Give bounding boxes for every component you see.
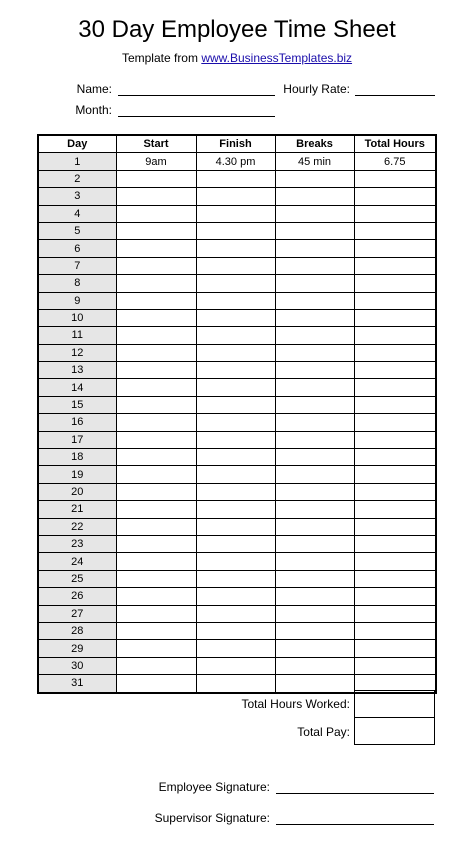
column-header-total-hours: Total Hours [354,135,436,153]
day-number-cell: 24 [38,553,116,570]
table-row [38,605,436,622]
table-row [38,205,436,222]
breaks-cell[interactable] [275,518,354,535]
start-cell[interactable]: 9am [116,153,196,170]
total-hours-cell[interactable] [354,257,436,274]
column-header-start: Start [116,135,196,153]
day-number-cell: 6 [38,240,116,257]
breaks-cell[interactable] [275,379,354,396]
table-row [38,449,436,466]
column-header-day: Day [38,135,116,153]
start-cell[interactable] [116,222,196,239]
breaks-cell[interactable] [275,622,354,639]
supervisor-signature-label: Supervisor Signature: [154,811,270,825]
total-hours-cell[interactable] [354,588,436,605]
start-cell[interactable] [116,675,196,693]
finish-cell[interactable] [196,396,275,413]
breaks-cell[interactable] [275,396,354,413]
total-hours-cell[interactable] [354,362,436,379]
day-number-cell: 10 [38,309,116,326]
total-hours-cell[interactable] [354,605,436,622]
day-number-cell: 4 [38,205,116,222]
finish-cell[interactable] [196,379,275,396]
breaks-cell[interactable] [275,327,354,344]
start-cell[interactable] [116,309,196,326]
day-number-cell: 11 [38,327,116,344]
day-number-cell: 19 [38,466,116,483]
name-label: Name: [76,82,112,96]
table-row [38,344,436,361]
breaks-cell[interactable] [275,675,354,693]
total-hours-cell[interactable] [354,501,436,518]
name-field[interactable] [118,95,275,96]
breaks-cell[interactable] [275,449,354,466]
table-row [38,257,436,274]
day-number-cell: 17 [38,431,116,448]
table-row [38,153,436,170]
start-cell[interactable] [116,570,196,587]
table-row [38,188,436,205]
finish-cell[interactable] [196,344,275,361]
start-cell[interactable] [116,501,196,518]
table-row [38,222,436,239]
finish-cell[interactable] [196,570,275,587]
start-cell[interactable] [116,379,196,396]
finish-cell[interactable] [196,257,275,274]
day-number-cell: 14 [38,379,116,396]
total-hours-cell[interactable] [354,205,436,222]
breaks-cell[interactable]: 45 min [275,153,354,170]
template-link[interactable]: www.BusinessTemplates.biz [201,51,353,65]
breaks-cell[interactable] [275,588,354,605]
finish-cell[interactable] [196,675,275,693]
day-number-cell: 18 [38,449,116,466]
day-number-cell: 26 [38,588,116,605]
start-cell[interactable] [116,518,196,535]
start-cell[interactable] [116,483,196,500]
breaks-cell[interactable] [275,240,354,257]
day-number-cell: 25 [38,570,116,587]
finish-cell[interactable] [196,292,275,309]
table-row [38,240,436,257]
day-number-cell: 12 [38,344,116,361]
day-number-cell: 29 [38,640,116,657]
table-row [38,466,436,483]
total-hours-cell[interactable] [354,188,436,205]
table-header-row [38,135,436,153]
total-hours-cell[interactable] [354,222,436,239]
finish-cell[interactable] [196,449,275,466]
table-row [38,431,436,448]
day-number-cell: 3 [38,188,116,205]
start-cell[interactable] [116,257,196,274]
finish-cell[interactable] [196,657,275,674]
total-hours-cell[interactable] [354,240,436,257]
page-title: 30 Day Employee Time Sheet [78,16,396,43]
breaks-cell[interactable] [275,344,354,361]
total-hours-cell[interactable] [354,344,436,361]
day-number-cell: 7 [38,257,116,274]
breaks-cell[interactable] [275,362,354,379]
start-cell[interactable] [116,344,196,361]
table-row [38,553,436,570]
start-cell[interactable] [116,466,196,483]
day-number-cell: 30 [38,657,116,674]
table-row [38,170,436,187]
table-row [38,379,436,396]
total-hours-cell[interactable] [354,483,436,500]
total-pay-label: Total Pay: [297,725,350,739]
finish-cell[interactable] [196,605,275,622]
column-header-finish: Finish [196,135,275,153]
start-cell[interactable] [116,327,196,344]
table-row [38,275,436,292]
finish-cell[interactable] [196,518,275,535]
hourly-rate-field[interactable] [355,95,435,96]
start-cell[interactable] [116,292,196,309]
template-credit [0,50,474,66]
breaks-cell[interactable] [275,640,354,657]
day-number-cell: 31 [38,675,116,693]
total-hours-cell[interactable] [354,396,436,413]
finish-cell[interactable] [196,466,275,483]
breaks-cell[interactable] [275,275,354,292]
start-cell[interactable] [116,622,196,639]
day-number-cell: 13 [38,362,116,379]
table-row [38,570,436,587]
start-cell[interactable] [116,362,196,379]
total-hours-cell[interactable] [354,466,436,483]
column-header-breaks: Breaks [275,135,354,153]
timesheet-table [37,134,437,694]
total-hours-worked-label: Total Hours Worked: [241,697,350,711]
table-row [38,640,436,657]
finish-cell[interactable] [196,170,275,187]
table-row [38,327,436,344]
finish-cell[interactable] [196,240,275,257]
day-number-cell: 23 [38,535,116,552]
breaks-cell[interactable] [275,570,354,587]
breaks-cell[interactable] [275,257,354,274]
start-cell[interactable] [116,170,196,187]
finish-cell[interactable] [196,222,275,239]
employee-signature-label: Employee Signature: [158,780,270,794]
start-cell[interactable] [116,657,196,674]
table-row [38,483,436,500]
start-cell[interactable] [116,205,196,222]
employee-signature-field[interactable] [276,793,434,794]
breaks-cell[interactable] [275,292,354,309]
total-hours-cell[interactable] [354,449,436,466]
finish-cell[interactable] [196,275,275,292]
breaks-cell[interactable] [275,535,354,552]
start-cell[interactable] [116,240,196,257]
start-cell[interactable] [116,605,196,622]
breaks-cell[interactable] [275,222,354,239]
start-cell[interactable] [116,414,196,431]
total-hours-cell[interactable] [354,309,436,326]
breaks-cell[interactable] [275,205,354,222]
start-cell[interactable] [116,188,196,205]
breaks-cell[interactable] [275,309,354,326]
table-row [38,518,436,535]
finish-cell[interactable] [196,327,275,344]
table-row [38,396,436,413]
total-hours-cell[interactable]: 6.75 [354,153,436,170]
table-row [38,501,436,518]
day-number-cell: 9 [38,292,116,309]
day-number-cell: 22 [38,518,116,535]
start-cell[interactable] [116,553,196,570]
breaks-cell[interactable] [275,170,354,187]
start-cell[interactable] [116,275,196,292]
start-cell[interactable] [116,449,196,466]
finish-cell[interactable] [196,553,275,570]
finish-cell[interactable]: 4.30 pm [196,153,275,170]
breaks-cell[interactable] [275,483,354,500]
total-hours-cell[interactable] [354,379,436,396]
finish-cell[interactable] [196,414,275,431]
day-number-cell: 5 [38,222,116,239]
start-cell[interactable] [116,535,196,552]
table-row [38,535,436,552]
table-body [38,153,436,693]
finish-cell[interactable] [196,535,275,552]
table-row [38,309,436,326]
template-credit-prefix: Template from [121,51,202,65]
total-hours-cell[interactable] [354,170,436,187]
finish-cell[interactable] [196,309,275,326]
finish-cell[interactable] [196,622,275,639]
start-cell[interactable] [116,396,196,413]
total-hours-cell[interactable] [354,570,436,587]
breaks-cell[interactable] [275,553,354,570]
total-hours-cell[interactable] [354,622,436,639]
total-hours-cell[interactable] [354,414,436,431]
month-label: Month: [75,103,112,117]
table-row [38,362,436,379]
breaks-cell[interactable] [275,657,354,674]
total-hours-cell[interactable] [354,535,436,552]
day-number-cell: 8 [38,275,116,292]
finish-cell[interactable] [196,362,275,379]
breaks-cell[interactable] [275,414,354,431]
total-pay-field[interactable] [354,717,435,745]
month-field[interactable] [118,116,275,117]
day-number-cell: 2 [38,170,116,187]
table-row [38,657,436,674]
breaks-cell[interactable] [275,431,354,448]
supervisor-signature-field[interactable] [276,824,434,825]
finish-cell[interactable] [196,483,275,500]
day-number-cell: 20 [38,483,116,500]
day-number-cell: 16 [38,414,116,431]
breaks-cell[interactable] [275,501,354,518]
total-hours-worked-field[interactable] [354,690,435,718]
breaks-cell[interactable] [275,188,354,205]
day-number-cell: 1 [38,153,116,170]
breaks-cell[interactable] [275,466,354,483]
finish-cell[interactable] [196,640,275,657]
finish-cell[interactable] [196,205,275,222]
total-hours-cell[interactable] [354,640,436,657]
total-hours-cell[interactable] [354,518,436,535]
finish-cell[interactable] [196,188,275,205]
day-number-cell: 28 [38,622,116,639]
table-row [38,292,436,309]
total-hours-cell[interactable] [354,553,436,570]
start-cell[interactable] [116,431,196,448]
finish-cell[interactable] [196,431,275,448]
total-hours-cell[interactable] [354,657,436,674]
total-hours-cell[interactable] [354,327,436,344]
start-cell[interactable] [116,588,196,605]
day-number-cell: 21 [38,501,116,518]
finish-cell[interactable] [196,588,275,605]
table-row [38,622,436,639]
table-row [38,414,436,431]
day-number-cell: 15 [38,396,116,413]
finish-cell[interactable] [196,501,275,518]
table-row [38,588,436,605]
total-hours-cell[interactable] [354,292,436,309]
day-number-cell: 27 [38,605,116,622]
hourly-rate-label: Hourly Rate: [283,82,350,96]
total-hours-cell[interactable] [354,431,436,448]
start-cell[interactable] [116,640,196,657]
breaks-cell[interactable] [275,605,354,622]
total-hours-cell[interactable] [354,275,436,292]
